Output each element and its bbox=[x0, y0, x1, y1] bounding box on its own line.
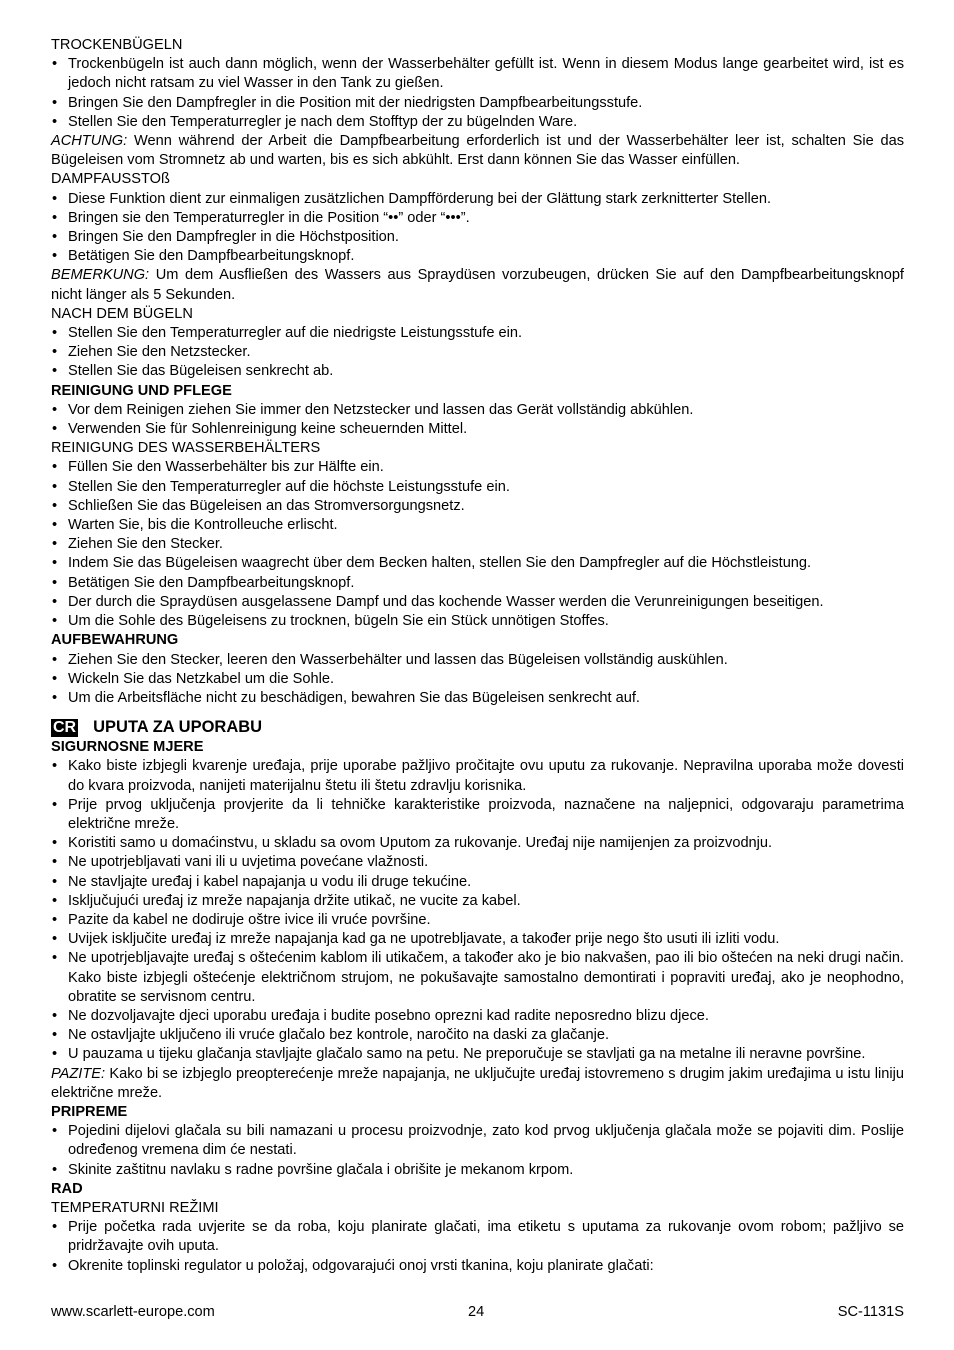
note-text: Wenn während der Arbeit die Dampfbearbeitung erforderlich ist und der Wasserbehälter leer ist, schalten Sie das Bügeleisen vom Stromnetz ab und warten, bis es sich abkühlt. Erst dann können Sie das Wasser einfüllen. bbox=[51, 133, 904, 169]
footer-website: www.scarlett-europe.com bbox=[51, 1304, 215, 1320]
footer-model: SC-1131S bbox=[837, 1304, 904, 1320]
list-item: • Ziehen Sie den Stecker. bbox=[51, 535, 904, 554]
list-item: • Ne ostavljajte uključeno ili vruće glačalo bez kontrole, naročito na daski za glačanje. bbox=[51, 1026, 904, 1045]
list-item: • Ziehen Sie den Netzstecker. bbox=[51, 343, 904, 362]
list-item: • Verwenden Sie für Sohlenreinigung keine scheuernden Mittel. bbox=[51, 420, 904, 439]
list-item: • Koristiti samo u domaćinstvu, u skladu sa ovom Uputom za rukovanje. Uređaj nije namijenjen za proizvodnju. bbox=[51, 834, 904, 853]
note-paragraph bbox=[51, 1065, 904, 1103]
section-heading: REINIGUNG UND PFLEGE bbox=[51, 382, 232, 399]
list-item: • Isključujući uređaj iz mreže napajanja držite utikač, ne vucite za kabel. bbox=[51, 892, 904, 911]
list-item: • Okrenite toplinski regulator u položaj, odgovarajući onoj vrsti tkanina, koju planirate glačati: bbox=[51, 1257, 904, 1276]
section-heading: PRIPREME bbox=[51, 1103, 128, 1120]
list-item: • Betätigen Sie den Dampfbearbeitungsknopf. bbox=[51, 247, 904, 266]
language-section-title bbox=[51, 717, 904, 738]
list-item: • Um die Sohle des Bügeleisens zu trocknen, bügeln Sie ein Stück unnötigen Stoffes. bbox=[51, 612, 904, 631]
bullet-list bbox=[51, 1122, 904, 1180]
note-paragraph bbox=[51, 132, 904, 170]
list-item: • Vor dem Reinigen ziehen Sie immer den Netzstecker und lassen das Gerät vollständig abkühlen. bbox=[51, 401, 904, 420]
bullet-list bbox=[51, 324, 904, 382]
list-item: • Indem Sie das Bügeleisen waagrecht über dem Becken halten, stellen Sie den Dampfregler auf die Höchstleistung. bbox=[51, 554, 904, 573]
list-item: • Ziehen Sie den Stecker, leeren den Wasserbehälter und lassen das Bügeleisen vollständig auskühlen. bbox=[51, 651, 904, 670]
section-heading: NACH DEM BÜGELN bbox=[51, 305, 193, 322]
note-label: PAZITE: bbox=[51, 1065, 106, 1082]
list-item: • Ne upotrjebljavajte uređaj s oštećenim kablom ili utikačem, a također ako je bio nakvašen, pao ili bio oštećen na neki drugi način. Kako biste izbjegli oštećenje električnom strujom, ne pokušavajte samostalno demontirati i popraviti uređaj, ako je neophodno, obratite se servisnom centru. bbox=[51, 949, 904, 1007]
bullet-list bbox=[51, 458, 904, 631]
document-body bbox=[51, 36, 904, 1276]
section-title-text: UPUTA ZA UPORABU bbox=[93, 718, 263, 737]
note-label: BEMERKUNG: bbox=[51, 267, 150, 284]
list-item: • Wickeln Sie das Netzkabel um die Sohle. bbox=[51, 670, 904, 689]
list-item: • Ne dozvoljavajte djeci uporabu uređaja i budite posebno oprezni kad radite neposredno blizu djece. bbox=[51, 1007, 904, 1026]
bullet-list bbox=[51, 55, 904, 132]
language-badge: CR bbox=[53, 718, 77, 736]
section-heading: TEMPERATURNI REŽIMI bbox=[51, 1199, 219, 1216]
bullet-list bbox=[51, 401, 904, 439]
note-label: ACHTUNG: bbox=[51, 133, 128, 150]
list-item: • Der durch die Spraydüsen ausgelassene Dampf und das kochende Wasser werden die Verunreinigungen beseitigen. bbox=[51, 593, 904, 612]
list-item: • Schließen Sie das Bügeleisen an das Stromversorgungsnetz. bbox=[51, 497, 904, 516]
note-paragraph bbox=[51, 266, 904, 304]
bullet-list bbox=[51, 757, 904, 1064]
list-item: • Diese Funktion dient zur einmaligen zusätzlichen Dampfförderung bei der Glättung stark zerknitterter Stellen. bbox=[51, 190, 904, 209]
list-item: • Uvijek isključite uređaj iz mreže napajanja kad ga ne upotrebljavate, a također prije nego što usuti ili izliti vodu. bbox=[51, 930, 904, 949]
list-item: • Stellen Sie den Temperaturregler auf die höchste Leistungsstufe ein. bbox=[51, 478, 904, 497]
list-item: • Bringen Sie den Dampfregler in die Höchstposition. bbox=[51, 228, 904, 247]
section-heading: REINIGUNG DES WASSERBEHÄLTERS bbox=[51, 440, 321, 457]
list-item: • Stellen Sie das Bügeleisen senkrecht ab. bbox=[51, 362, 904, 381]
list-item: • Bringen sie den Temperaturregler in die Position “••” oder “•••”. bbox=[51, 209, 904, 228]
list-item: • Betätigen Sie den Dampfbearbeitungsknopf. bbox=[51, 574, 904, 593]
list-item: • U pauzama u tijeku glačanja stavljajte glačalo samo na petu. Ne preporučuje se stavljati ga na metalne ili neravne površine. bbox=[51, 1045, 904, 1064]
note-text: Um dem Ausfließen des Wassers aus Spraydüsen vorzubeugen, drücken Sie auf den Dampfbearbeitungsknopf nicht länger als 5 Sekunden. bbox=[51, 267, 904, 303]
list-item: • Kako biste izbjegli kvarenje uređaja, prije uporabe pažljivo pročitajte ovu uputu za rukovanje. Nepravilna uporaba može dovesti do kvara proizvoda, nanijeti materijalnu štetu ili štetu zdravlju korisnika. bbox=[51, 757, 904, 795]
list-item: • Prije početka rada uvjerite se da roba, koju planirate glačati, ima etiketu s uputama za rukovanje ovom robom; pažljivo se pridržavajte ovih uputa. bbox=[51, 1218, 904, 1256]
list-item: • Trockenbügeln ist auch dann möglich, wenn der Wasserbehälter gefüllt ist. Wenn in diesem Modus lange gearbeitet wird, ist es jedoch nicht ratsam zu viel Wasser in den Tank zu gießen. bbox=[51, 55, 904, 93]
list-item: • Prije prvog uključenja provjerite da li tehničke karakteristike proizvoda, naznačene na naljepnici, odgovaraju parametrima električne mreže. bbox=[51, 796, 904, 834]
section-heading: SIGURNOSNE MJERE bbox=[51, 739, 204, 756]
list-item: • Stellen Sie den Temperaturregler auf die niedrigste Leistungsstufe ein. bbox=[51, 324, 904, 343]
section-heading: AUFBEWAHRUNG bbox=[51, 632, 179, 649]
section-heading: DAMPFAUSSTOß bbox=[51, 171, 170, 188]
section-heading: TROCKENBÜGELN bbox=[51, 37, 183, 53]
bullet-list bbox=[51, 651, 904, 709]
bullet-list bbox=[51, 1218, 904, 1276]
list-item: • Skinite zaštitnu navlaku s radne površine glačala i obrišite je mekanom krpom. bbox=[51, 1161, 904, 1180]
section-heading: RAD bbox=[51, 1180, 83, 1197]
list-item: • Ne upotrjebljavati vani ili u uvjetima povećane vlažnosti. bbox=[51, 853, 904, 872]
list-item: • Füllen Sie den Wasserbehälter bis zur Hälfte ein. bbox=[51, 458, 904, 477]
list-item: • Pojedini dijelovi glačala su bili namazani u procesu proizvodnje, zato kod prvog uključenja glačala može se pojaviti dim. Poslije određenog vremena dim će nestati. bbox=[51, 1122, 904, 1160]
list-item: • Um die Arbeitsfläche nicht zu beschädigen, bewahren Sie das Bügeleisen senkrecht auf. bbox=[51, 689, 904, 708]
footer-page-number: 24 bbox=[468, 1304, 485, 1320]
bullet-list bbox=[51, 190, 904, 267]
note-text: Kako bi se izbjeglo preopterećenje mreže napajanja, ne uključujte uređaj istovremeno s drugim jakim uređajima u istu liniju električne mreže. bbox=[51, 1065, 904, 1101]
list-item: • Ne stavljajte uređaj i kabel napajanja u vodu ili druge tekućine. bbox=[51, 873, 904, 892]
list-item: • Stellen Sie den Temperaturregler je nach dem Stofftyp der zu bügelnden Ware. bbox=[51, 113, 904, 132]
list-item: • Bringen Sie den Dampfregler in die Position mit der niedrigsten Dampfbearbeitungsstufe. bbox=[51, 94, 904, 113]
list-item: • Pazite da kabel ne dodiruje oštre ivice ili vruće površine. bbox=[51, 911, 904, 930]
list-item: • Warten Sie, bis die Kontrolleuche erlischt. bbox=[51, 516, 904, 535]
